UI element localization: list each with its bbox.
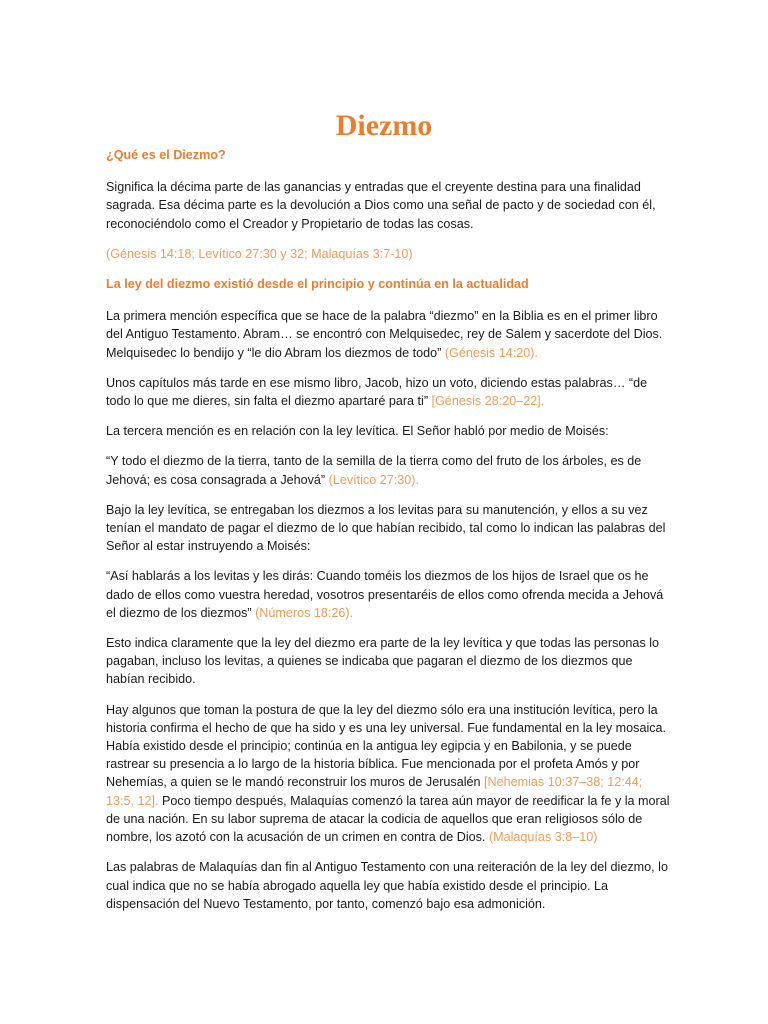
section-heading-law: La ley del diezmo existió desde el principio y continúa en la actualidad [106,277,529,292]
paragraph-jacob [106,374,672,410]
document-body [106,146,672,925]
paragraph-quote-numbers [106,567,672,622]
paragraph-malachi [106,858,672,913]
paragraph-text: Poco tiempo después, Malaquías comenzó la tarea aún mayor de reedificar la fe y la moral de una nación. En su labor suprema de atacar la codicia de aquellos que eran religiosos sólo de nombre, los azotó con la acusación de un crimen en contra de Dios. [106,793,670,845]
bible-reference: [Génesis 28:20–22]. [431,394,545,409]
paragraph-text: Unos capítulos más tarde en ese mismo libro, Jacob, hizo un voto, diciendo estas palabras… “de todo lo que me dieres, sin falta el diezmo apartaré para ti” [106,375,648,409]
paragraph-conclusion-levitical [106,634,672,689]
paragraph-first-mention [106,307,672,362]
paragraph-text: Esto indica claramente que la ley del diezmo era parte de la ley levítica y que todas las personas lo pagaban, incluso los levitas, a quienes se indicaba que pagaran el diezmo de los diezmos que habían recibido. [106,636,660,687]
bible-reference: (Números 18:26). [255,605,354,620]
paragraph-text: “Y todo el diezmo de la tierra, tanto de la semilla de la tierra como del fruto de los árboles, es de Jehová; es cosa consagrada a Jehová” [106,454,642,487]
paragraph-third-mention [106,422,672,440]
paragraph-definition [106,178,672,233]
bible-reference: [Nehemias 10:37–38; 12:44; 13:5, 12]. [106,775,643,808]
bible-reference: (Malaquías 3:8–10) [488,830,598,845]
paragraph-text: Significa la décima parte de las ganancias y entradas que el creyente destina para una finalidad sagrada. Esa décima parte es la devolución a Dios como una señal de pacto y de sociedad con él, reconociéndolo como el Creador y Propietario de todas las cosas. [106,180,656,231]
section-heading-what-is: ¿Qué es el Diezmo? [106,148,226,162]
reference-line: (Génesis 14:18; Levítico 27:30 y 32; Malaquías 3:7-10) [106,246,413,261]
paragraph-quote-leviticus [106,452,672,488]
paragraph-text: “Así hablarás a los levitas y les dirás: Cuando toméis los diezmos de los hijos de Israel que os he dado de ellos como vuestra heredad, vosotros presentaréis de ellos como ofrenda mecida a Jehová el diezmo de los diezmos” [106,569,664,620]
bible-reference: (Levítico 27:30). [328,472,419,487]
paragraph-levites [106,501,672,556]
paragraph-text: Las palabras de Malaquías dan fin al Antiguo Testamento con una reiteración de la ley del diezmo, lo cual indica que no se había abrogado aquella ley que había existido desde el principio. La dispensación del Nuevo Testamento, por tanto, comenzó bajo esa admonición. [106,860,668,911]
paragraph-text: La primera mención específica que se hace de la palabra “diezmo” en la Biblia es en el primer libro del Antiguo Testamento. Abram… se encontró con Melquisedec, rey de Salem y sacerdote del Dios. Melquisedec lo bendijo y “le dio Abram los diezmos de todo” [106,309,663,360]
paragraph-text: Hay algunos que toman la postura de que la ley del diezmo sólo era una institución levítica, pero la historia confirma el hecho de que ha sido y es una ley universal. Fue fundamental en la ley mosaica. Había existido desde el principio; continúa en la antigua ley egipcia y en Babilonia, y se puede rastrear su presencia a lo largo de la historia bíblica. Fue mencionada por el profeta Amós y por Nehemías, a quien se le mandó reconstruir los muros de Jerusalén [106,702,667,790]
page-title: Diezmo [335,109,433,142]
paragraph-text: La tercera mención es en relación con la ley levítica. El Señor habló por medio de Moisés: [106,424,609,439]
paragraph-text: Bajo la ley levítica, se entregaban los diezmos a los levitas para su manutención, y ellos a su vez tenían el mandato de pagar el diezmo de lo que habían recibido, tal como lo indican las palabras del Señor al estar instruyendo a Moisés: [106,502,666,554]
paragraph-universal-law [106,701,672,847]
bible-reference: (Génesis 14:20). [444,345,538,360]
